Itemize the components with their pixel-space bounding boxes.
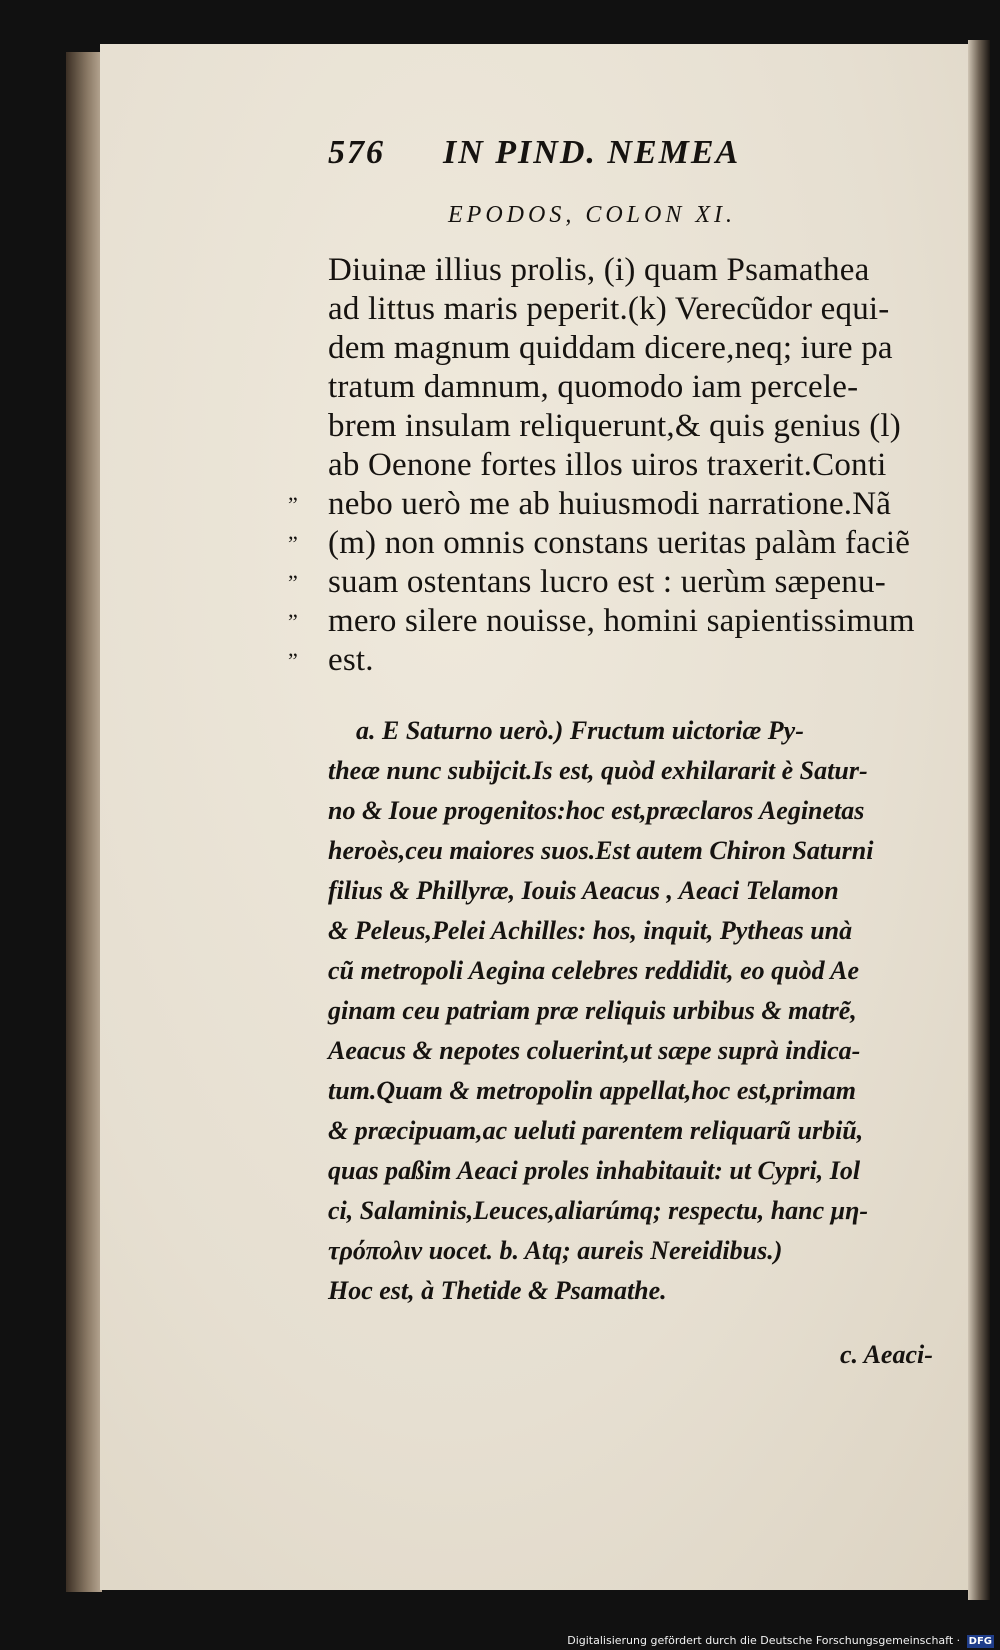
note-line: filius & Phillyræ, Iouis Aeacus , Aeaci Telamon	[328, 876, 839, 905]
note-line: Hoc est, à Thetide & Psamathe.	[328, 1276, 667, 1305]
digitization-credit	[567, 1632, 994, 1650]
note-line: no & Ioue progenitos:hoc est,præclaros Aeginetas	[328, 796, 865, 825]
book-page	[100, 44, 980, 1590]
quotation-mark: ”	[288, 570, 298, 595]
page-gutter-shadow	[66, 52, 102, 1592]
text-line-quoted	[288, 486, 892, 523]
quotation-mark: ”	[288, 492, 298, 517]
text-line-quoted	[288, 642, 374, 679]
text-line: Diuinæ illius prolis, (i) quam Psamathea	[328, 252, 870, 288]
text-line: brem insulam reliquerunt,& quis genius (l)	[328, 408, 901, 444]
note-line: theæ nunc subijcit.Is est, quòd exhilararit è Satur-	[328, 756, 868, 785]
note-line: a. E Saturno uerò.) Fructum uictoriæ Py-	[356, 716, 804, 745]
text-line-quoted	[288, 603, 915, 640]
text-line-content: nebo uerò me ab huiusmodi narratione.Nã	[328, 486, 892, 522]
text-line: dem magnum quiddam dicere,neq; iure pa	[328, 330, 893, 366]
note-line: cũ metropoli Aegina celebres reddidit, eo quòd Ae	[328, 956, 860, 985]
running-title: IN PIND. NEMEA	[443, 134, 741, 171]
note-line: ci, Salaminis,Leuces,aliarúmq; respectu, hanc μη-	[328, 1196, 869, 1225]
section-heading: EPODOS, COLON XI.	[448, 202, 736, 228]
text-line-quoted	[288, 564, 886, 601]
text-line-quoted	[288, 525, 911, 562]
text-line: ab Oenone fortes illos uiros traxerit.Conti	[328, 447, 887, 483]
note-line: & præcipuam,ac ueluti parentem reliquarũ urbiũ,	[328, 1116, 864, 1145]
text-line-content: suam ostentans lucro est : uerùm sæpenu-	[328, 564, 886, 600]
quotation-mark: ”	[288, 531, 298, 556]
note-line: quas paßim Aeaci proles inhabitauit: ut Cypri, Iol	[328, 1156, 861, 1185]
text-line-content: (m) non omnis constans ueritas palàm faciẽ	[328, 525, 911, 561]
credit-text: Digitalisierung gefördert durch die Deutsche Forschungsgemeinschaft ·	[567, 1634, 961, 1647]
note-line: tum.Quam & metropolin appellat,hoc est,primam	[328, 1076, 856, 1105]
page-number: 576	[328, 134, 385, 171]
running-head	[328, 134, 740, 172]
note-line: heroès,ceu maiores suos.Est autem Chiron Saturni	[328, 836, 874, 865]
note-line: ginam ceu patriam præ reliquis urbibus & matrẽ,	[328, 996, 857, 1025]
note-line: τρόπολιν uocet. b. Atq; aureis Nereidibus.)	[328, 1236, 783, 1265]
note-line: & Peleus,Pelei Achilles: hos, inquit, Pytheas unà	[328, 916, 853, 945]
text-line-content: est.	[328, 642, 374, 678]
catchword: c. Aeaci-	[840, 1340, 933, 1369]
page-edge-shadow	[968, 40, 990, 1600]
quotation-mark: ”	[288, 609, 298, 634]
text-line: ad littus maris peperit.(k) Verecũdor equi-	[328, 291, 890, 327]
text-line-content: mero silere nouisse, homini sapientissimum	[328, 603, 915, 639]
dfg-logo: DFG	[968, 1636, 992, 1647]
note-line: Aeacus & nepotes coluerint,ut sæpe suprà indica-	[328, 1036, 861, 1065]
quotation-mark: ”	[288, 648, 298, 673]
text-line: tratum damnum, quomodo iam percele-	[328, 369, 859, 405]
